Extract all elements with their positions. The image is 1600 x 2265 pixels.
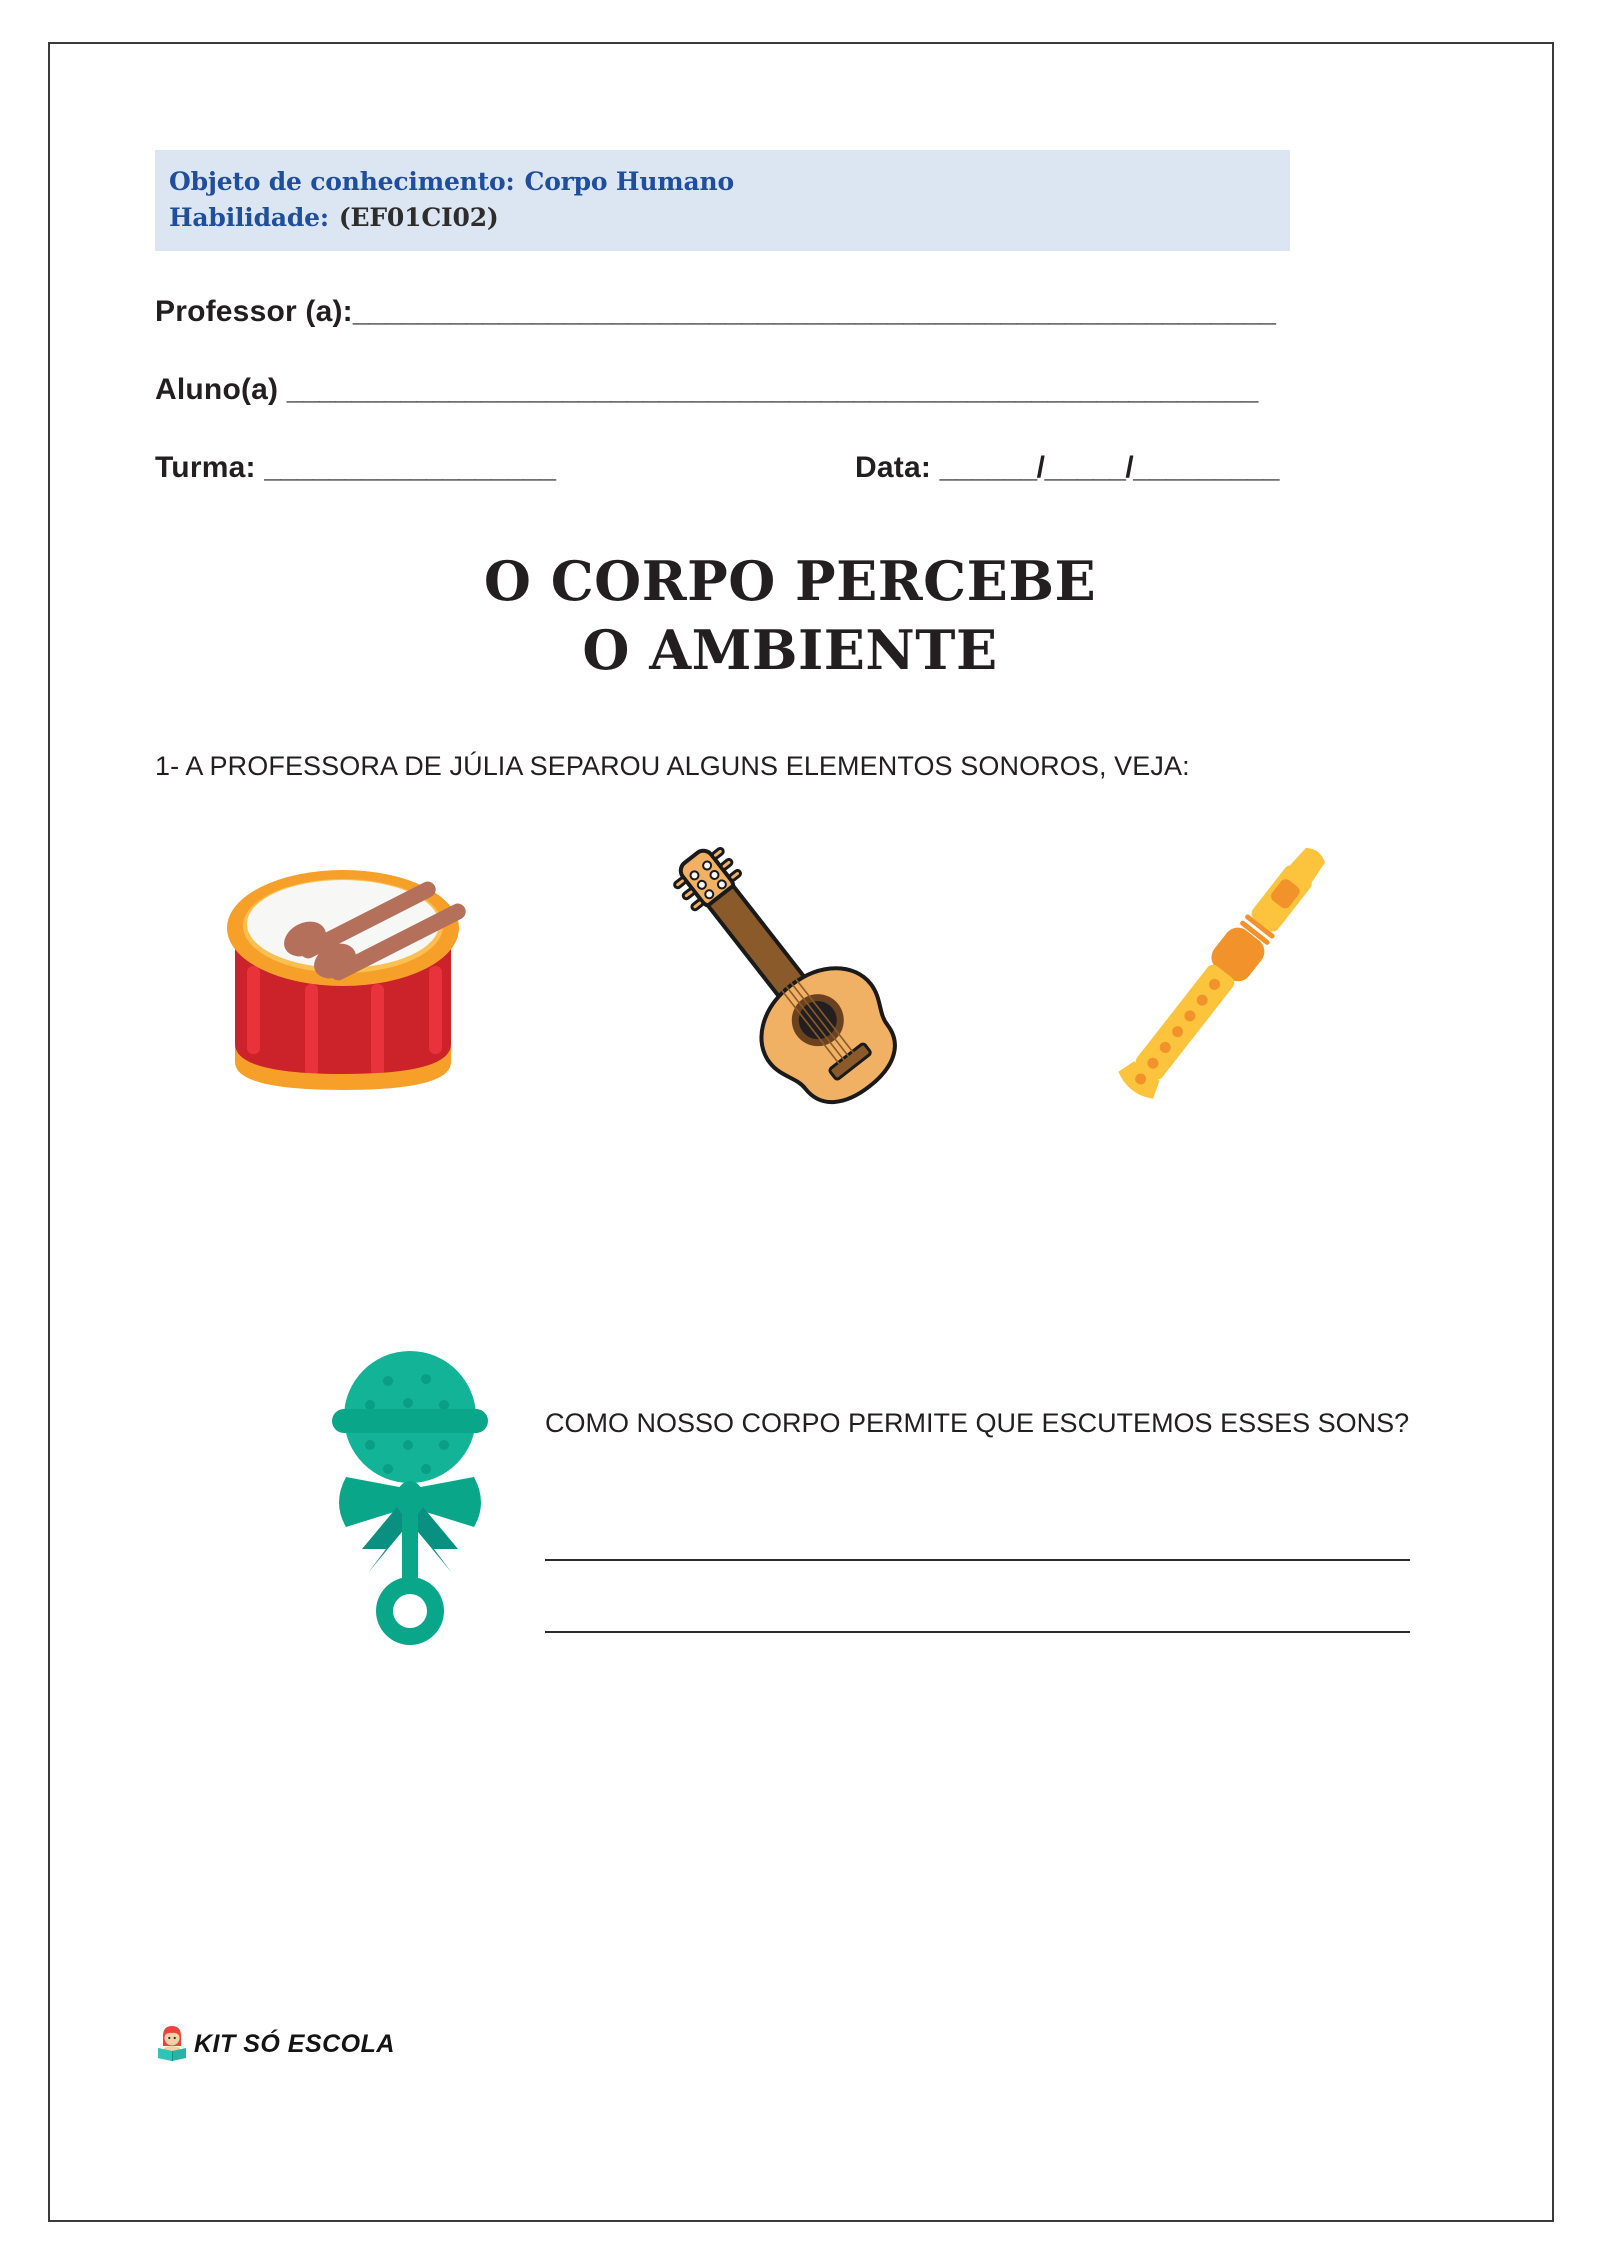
professor-row [155, 295, 1445, 329]
instrument-illustrations [155, 816, 1445, 1146]
aluno-row [155, 373, 1445, 407]
turma-data-row [155, 451, 1445, 485]
baby-rattle-icon [310, 1321, 510, 1656]
objeto-label: Objeto de conhecimento: [169, 167, 515, 196]
answer-line[interactable] [545, 1559, 1410, 1561]
student-form-fields [155, 295, 1445, 485]
reading-girl-icon [152, 2022, 192, 2067]
turma-label: Turma: [155, 451, 256, 484]
question-2-block [155, 1321, 1445, 1651]
page-title-line-1: O CORPO PERCEBE [483, 549, 1097, 613]
professor-label: Professor (a): [155, 295, 353, 328]
aluno-input-line[interactable]: ____________________________________________________________ [286, 373, 1258, 406]
data-label: Data: [855, 451, 932, 484]
guitar-icon [665, 816, 925, 1121]
habilidade-line [155, 200, 1290, 236]
habilidade-code: (EF01CI02) [338, 202, 499, 232]
question-2-text: COMO NOSSO CORPO PERMITE QUE ESCUTEMOS ESSES SONS? [545, 1408, 1410, 1439]
page-content [155, 150, 1445, 1651]
page-title [135, 547, 1445, 685]
question-1-text: 1- A PROFESSORA DE JÚLIA SEPAROU ALGUNS ELEMENTOS SONOROS, VEJA: [155, 751, 1190, 782]
data-input-line[interactable]: ______/_____/_________ [939, 451, 1279, 484]
drum-icon [193, 816, 493, 1121]
answer-lines [545, 1559, 1410, 1703]
habilidade-label: Habilidade: [169, 202, 329, 232]
answer-line[interactable] [545, 1631, 1410, 1633]
aluno-label: Aluno(a) [155, 373, 279, 406]
logo-text: KIT SÓ ESCOLA [194, 2030, 395, 2058]
flute-icon [1075, 816, 1375, 1131]
professor-input-line[interactable]: _________________________________________________________ [352, 295, 1276, 328]
objeto-de-conhecimento-line [155, 164, 1290, 200]
turma-input-line[interactable]: __________________ [264, 451, 556, 484]
objeto-value: Corpo Humano [524, 167, 735, 196]
turma-group [155, 451, 855, 485]
page-title-line-2: O AMBIENTE [582, 618, 998, 683]
data-group [855, 451, 1279, 485]
site-logo [152, 2022, 395, 2067]
knowledge-object-band [155, 150, 1290, 251]
